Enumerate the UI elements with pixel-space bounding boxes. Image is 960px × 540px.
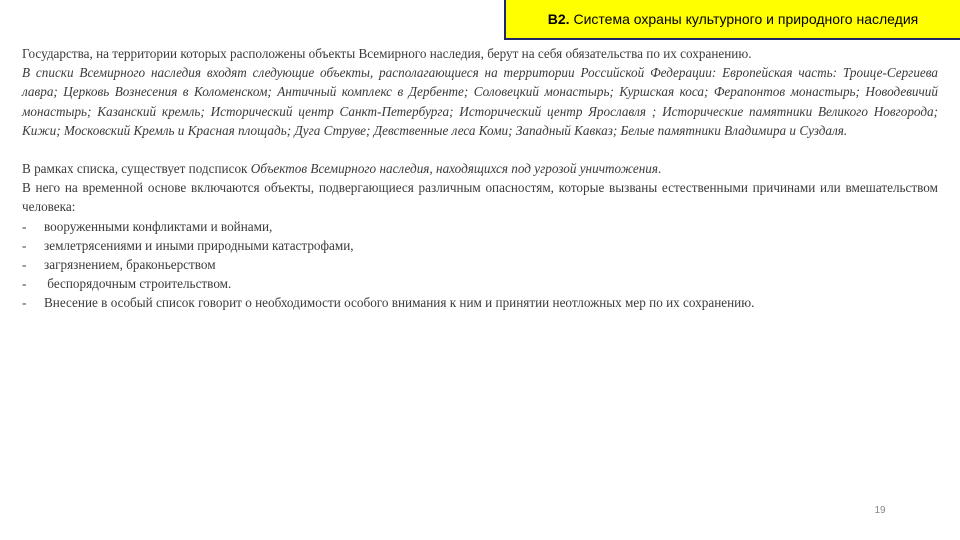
paragraph-heritage-list: В списки Всемирного наследия входят следующие объекты, располагающиеся на территории Российской Федерации: Европейская часть: Троице-Сергиева лавра; Церковь Вознесения в Коломенском; Античный комплекс в Дербенте; Соловецкий монастырь; Куршская коса; Ферапонтов монастырь; Новодевичий монастырь; Казанский кремль; Исторический центр Санкт-Петербурга; Исторический центр Ярославля ; Исторические памятники Великого Новгорода; Кижи; Московский Кремль и Красная площадь; Дуга Струве; Девственные леса Коми; Западный Кавказ; Белые памятники Владимира и Суздаля. [22,65,938,138]
list-dash: - [22,237,27,253]
title-text: Система охраны культурного и природного наследия [573,11,919,27]
list-item-text: загрязнением, браконьерством [44,257,216,273]
page-number: 19 [874,505,886,516]
paragraph-sublist [22,159,938,178]
list-item [22,274,938,293]
title-prefix: В2. [547,11,570,27]
list-item [22,255,938,274]
list-dash: - [22,257,27,273]
list-dash: - [22,218,27,234]
paragraph-threats-intro: В него на временной основе включаются объекты, подвергающиеся различным опасностям, которые вызваны естественными причинами или вмешательством человека: [22,180,938,215]
list-item-text: землетрясениями и иными природными катастрофами, [44,237,354,253]
paragraph-obligations: Государства, на территории которых расположены объекты Всемирного наследия, берут на себя обязательства по их сохранению. [22,46,752,61]
list-dash: - [22,295,27,311]
sublist-name: Объектов Всемирного наследия, находящихся под угрозой уничтожения [250,161,658,177]
list-item [22,293,938,312]
slide-body [22,44,938,313]
list-item [22,217,938,236]
list-item [22,236,938,255]
sublist-lead: В рамках списка, существует подсписок [22,161,251,177]
list-item-text: беспорядочным строительством. [44,276,232,292]
list-dash: - [22,276,27,292]
sublist-end: . [658,161,662,177]
spacer [22,140,938,159]
list-item-text: вооруженными конфликтами и войнами, [44,218,273,234]
slide-title [548,11,918,27]
list-item-text: Внесение в особый список говорит о необходимости особого внимания к ним и принятии неотложных мер по их сохранению. [44,295,755,311]
slide-title-banner [504,0,960,40]
